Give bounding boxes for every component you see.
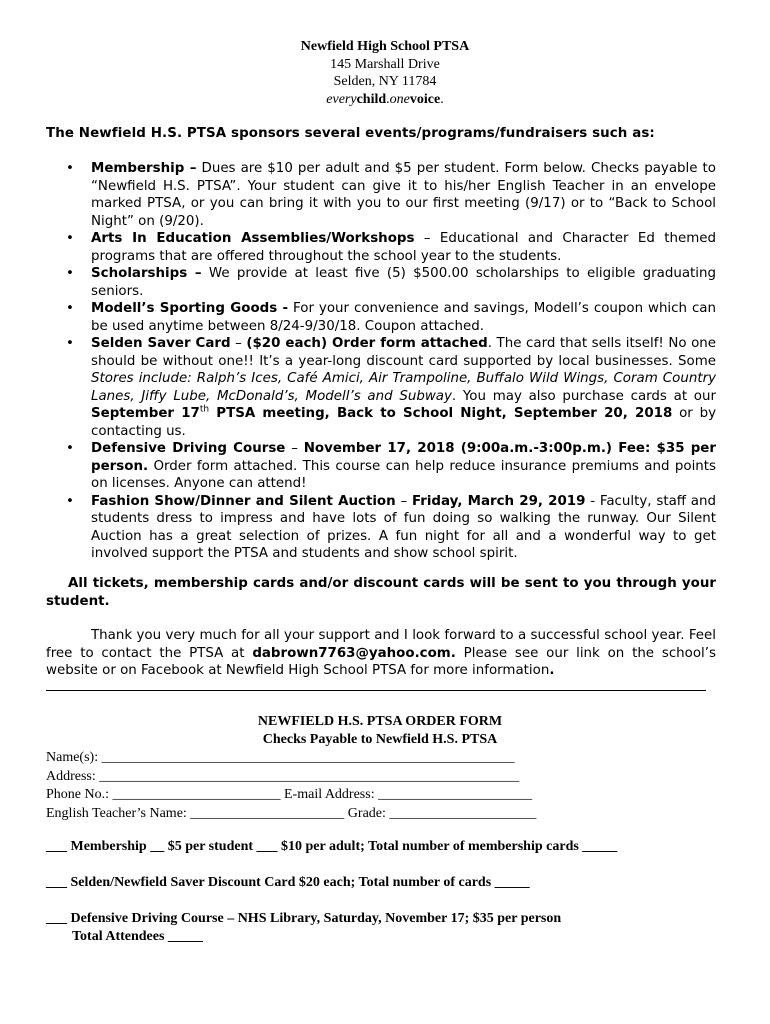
event-description: . The card that sells itself! No one should be without one!! It’s a year-long discount card supported by local businesses. Some: [91, 336, 716, 369]
list-item-saver-card: [46, 335, 716, 440]
contact-email[interactable]: dabrown7763@yahoo.com.: [252, 645, 456, 661]
thank-you-paragraph: [46, 627, 716, 680]
order-form-title: NEWFIELD H.S. PTSA ORDER FORM: [257, 714, 503, 729]
slogan-every: every: [326, 91, 357, 107]
address-field[interactable]: Address: ____________________________________________________________: [46, 768, 520, 784]
event-title: Defensive Driving Course: [91, 441, 286, 456]
membership-order-line[interactable]: ___ Membership __ $5 per student ___ $10 per adult; Total number of membership cards _____: [46, 839, 618, 854]
total-attendees-line[interactable]: Total Attendees _____: [72, 929, 203, 944]
phone-email-field[interactable]: Phone No.: ________________________ E-mail Address: ______________________: [46, 787, 533, 802]
list-item-membership: [46, 160, 716, 230]
slogan-one: one: [389, 91, 410, 107]
intro-heading: The Newfield H.S. PTSA sponsors several events/programs/fundraisers such as:: [46, 126, 655, 141]
thanks-period: .: [549, 663, 555, 678]
event-dash: –: [230, 336, 247, 351]
slogan: [0, 91, 770, 109]
event-dash: –: [395, 493, 412, 509]
meeting-details: PTSA meeting, Back to School Night, September 20, 2018: [209, 406, 673, 421]
list-item-fashion-show: [46, 493, 716, 563]
letterhead: [0, 38, 770, 108]
street-address: 145 Marshall Drive: [330, 56, 440, 72]
event-description: - Faculty, staff and students dress to impress and have lots of fun doing so walking the runway. Our Silent Auction has a great selection of prizes. A fun night for all and a wonderful way to get involved support the PTSA and students and show school spirit.: [91, 493, 716, 561]
event-list: [46, 160, 716, 563]
event-title: Membership –: [91, 161, 197, 176]
slogan-dot-end: .: [440, 91, 444, 107]
event-description: We provide at least five (5) $500.00 scholarships to eligible graduating seniors.: [91, 266, 716, 299]
store-list: Stores include: Ralph’s Ices, Café Amici, Air Trampoline, Buffalo Wild Wings, Coram Country Lanes, Jiffy Lube, McDonald’s, Modell’s and Subway: [91, 371, 716, 404]
event-price: ($20 each) Order form attached: [246, 336, 488, 351]
event-description-end: or by contacting us.: [91, 406, 716, 439]
org-name: Newfield High School PTSA: [300, 39, 470, 54]
bullet: •: [66, 441, 74, 456]
event-description: For your convenience and savings, Modell’s coupon which can be used anytime between 8/24-9/30/18. Coupon attached.: [91, 301, 716, 334]
contact-fields: [46, 749, 536, 823]
driving-course-line[interactable]: ___ Defensive Driving Course – NHS Library, Saturday, November 17; $35 per person: [46, 911, 562, 926]
list-item-driving: [46, 440, 716, 493]
event-dash: –: [285, 441, 304, 456]
event-description: – Educational and Character Ed themed programs that are offered throughout the school year to the students.: [91, 231, 716, 264]
event-title: Modell’s Sporting Goods -: [91, 301, 289, 316]
teacher-grade-field[interactable]: English Teacher’s Name: ______________________ Grade: _____________________: [46, 805, 537, 821]
slogan-dot: .: [386, 91, 390, 107]
event-description-cont: . You may also purchase cards at our: [451, 388, 716, 404]
bullet: •: [66, 493, 74, 509]
event-date: Friday, March 29, 2019: [411, 493, 586, 509]
tickets-notice: All tickets, membership cards and/or discount cards will be sent to you through your student.: [46, 576, 716, 609]
meeting-date: September 17: [91, 406, 200, 421]
bullet: •: [66, 266, 74, 281]
section-divider: [46, 690, 706, 691]
event-title: Selden Saver Card: [91, 336, 231, 351]
event-title: Scholarships –: [91, 266, 202, 281]
bullet: •: [66, 231, 74, 246]
thanks-text: Thank you very much for all your support and I look forward to a successful school year. Feel free to contact the PTSA at: [46, 628, 716, 661]
thanks-text-cont: Please see our link on the school’s website or on Facebook at Newfield High School PTSA for more information: [46, 645, 717, 678]
list-item-scholarships: [46, 265, 716, 300]
event-date-fee: November 17, 2018 (9:00a.m.-3:00p.m.) Fee: $35 per person.: [91, 441, 716, 474]
names-field[interactable]: Name(s): ___________________________________________________________: [46, 750, 515, 765]
list-item-modells: [46, 300, 716, 335]
ordinal-suffix: th: [199, 404, 210, 415]
event-title: Arts In Education Assemblies/Workshops: [91, 231, 415, 246]
bullet: •: [66, 301, 74, 316]
city-state-zip: Selden, NY 11784: [333, 74, 437, 89]
slogan-voice: voice: [409, 91, 441, 107]
event-description: Order form attached. This course can help reduce insurance premiums and points on licenses. Anyone can attend!: [91, 458, 716, 491]
order-form-subtitle: Checks Payable to Newfield H.S. PTSA: [262, 732, 498, 747]
driving-course-order: [46, 910, 561, 946]
event-description: Dues are $10 per adult and $5 per student. Form below. Checks payable to “Newfield H.S. PTSA”. Your student can give it to his/her English Teacher in an envelope marked PTSA, or you can bring it with you to our first meeting (9/17) or to “Back to School Night” on (9/20).: [91, 161, 716, 229]
slogan-child: child: [356, 91, 387, 107]
saver-card-order-line[interactable]: ___ Selden/Newfield Saver Discount Card $20 each; Total number of cards _____: [46, 875, 530, 890]
bullet: •: [66, 336, 74, 351]
list-item-arts: [46, 230, 716, 265]
event-title: Fashion Show/Dinner and Silent Auction: [91, 493, 396, 509]
bullet: •: [66, 161, 74, 176]
order-form-heading: [0, 713, 760, 749]
